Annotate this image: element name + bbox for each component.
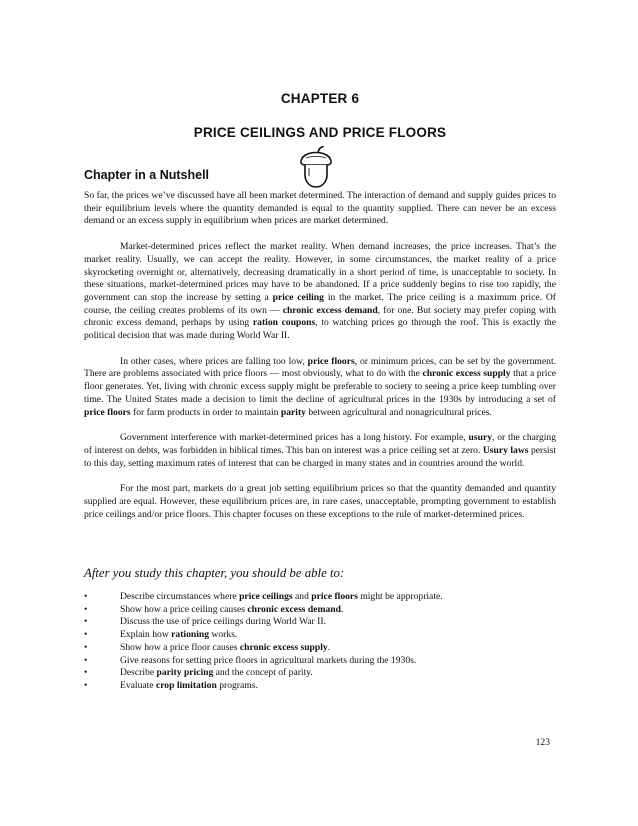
text-run: and	[292, 591, 312, 602]
text-run: Government interference with market-determined prices has a long history. For example,	[120, 432, 469, 444]
text-run: might be appropriate.	[357, 591, 443, 602]
text-run: programs.	[216, 679, 258, 691]
text-run: In other cases, where prices are falling too low,	[120, 355, 308, 367]
bold-term: crop limitation	[155, 679, 217, 691]
bold-term: price floors	[307, 355, 355, 367]
text-run: Evaluate	[120, 679, 156, 691]
text-run: Discuss the use of price ceilings during World War II.	[120, 616, 326, 628]
bold-term: chronic excess demand	[282, 304, 378, 316]
bold-term: Usury laws	[482, 444, 529, 456]
nutshell-paragraph	[84, 483, 556, 521]
page-number: 123	[535, 737, 550, 748]
text-run: , or minimum prices, can be set by the government. There are problems associated with price floors — most obviously, what to do with the	[84, 355, 557, 380]
text-run: .	[340, 603, 344, 615]
nutshell-paragraph	[84, 241, 556, 343]
text-run: Market-determined prices reflect the market reality. When demand increases, the price increases. That’s the market reality. Usually, we can accept the reality. However, in some circumstances, the market reality of a price skyrocketing overnight or, alternatively, decreasing dramatically in a short period of time, is unacceptable to society. In these situations, market-determined prices may have to be abandoned. If a price suddenly begins to rise too rapidly, the government can stop the increase by setting a	[84, 241, 556, 303]
nutshell-paragraph	[84, 432, 556, 470]
objective-item	[84, 629, 556, 642]
objective-item	[84, 680, 556, 693]
text-run: Give reasons for setting price floors in agricultural markets during the 1930s.	[120, 654, 417, 666]
bold-term: price ceiling	[272, 291, 324, 303]
bullet-icon: •	[84, 591, 88, 602]
text-run: Explain how	[120, 629, 172, 641]
nutshell-body	[84, 190, 556, 534]
chapter-label: CHAPTER 6	[280, 91, 360, 106]
objective-item	[84, 642, 556, 655]
text-run: Show how a price floor causes	[120, 641, 240, 653]
bold-term: parity	[280, 406, 306, 418]
text-run: works.	[209, 629, 238, 641]
bold-term: chronic excess demand	[247, 603, 341, 615]
text-run: persist to this day, setting maximum rates of interest that can be charged in many states and in countries around the world.	[84, 444, 556, 469]
bullet-icon: •	[84, 616, 88, 628]
bullet-icon: •	[84, 641, 88, 653]
text-run: So far, the prices we’ve discussed have all been market determined. The interaction of demand and supply guides prices to their equilibrium levels where the quantity demanded is equal to the quantity supplied. There can never be an excess demand or an excess supply in equilibrium when prices are market determined.	[84, 190, 556, 227]
bold-term: rationing	[171, 629, 210, 641]
objective-item	[84, 616, 556, 629]
objective-item	[84, 591, 556, 604]
bold-term: chronic excess supply	[422, 368, 511, 380]
document-page	[84, 0, 556, 826]
objective-item	[84, 655, 556, 668]
nutshell-heading: Chapter in a Nutshell	[84, 168, 210, 182]
bold-term: usury	[468, 432, 493, 444]
bold-term: price floors	[84, 406, 131, 418]
bullet-icon: •	[84, 667, 88, 679]
text-run: for farm products in order to maintain	[130, 406, 281, 418]
text-run: , to watching prices go through the roof. This is exactly the political decision that was made during World War II.	[84, 317, 556, 342]
nutshell-paragraph	[84, 190, 556, 228]
nutshell-paragraph	[84, 356, 556, 420]
text-run: in the market. The price ceiling is a maximum price. Of course, the ceiling creates problems of its own —	[84, 291, 556, 316]
text-run: .	[327, 641, 331, 653]
text-run: between agricultural and nonagricultural prices.	[305, 406, 492, 418]
objectives-list	[84, 591, 556, 693]
bullet-icon: •	[84, 603, 88, 615]
bold-term: price ceilings	[239, 591, 293, 602]
text-run: and the concept of parity.	[213, 667, 313, 679]
bold-term: price floors	[311, 591, 358, 602]
bullet-icon: •	[84, 629, 88, 641]
text-run: , for one. But society may prefer coping with chronic excess demand, perhaps by using	[84, 304, 556, 329]
text-run: , or the charging of interest on debts, was forbidden in biblical times. This ban on interest was a price ceiling set at zero.	[84, 432, 556, 456]
bold-term: ration coupons	[252, 317, 316, 329]
chapter-title: PRICE CEILINGS AND PRICE FLOORS	[193, 125, 447, 140]
text-run: that a price floor generates. Yet, living with chronic excess supply might be preferable to society to seeing a price keep tumbling over time. The United States made a decision to limit the decline of agricultural prices in the 1930s by introducing a set of	[84, 368, 556, 405]
bullet-icon: •	[84, 654, 88, 666]
objective-item	[84, 604, 556, 617]
bold-term: chronic excess supply	[239, 641, 328, 653]
bold-term: parity pricing	[156, 667, 214, 679]
objective-item	[84, 667, 556, 680]
text-run: For the most part, markets do a great job setting equilibrium prices so that the quantity demanded and quantity supplied are equal. However, these equilibrium prices are, in rare cases, unacceptable, prompting government to establish price ceilings and/or price floors. This chapter focuses on these exceptions to the rule of market-determined prices.	[84, 483, 556, 520]
acorn-icon	[298, 146, 334, 188]
text-run: Show how a price ceiling causes	[120, 603, 248, 615]
bullet-icon: •	[84, 679, 88, 691]
text-run: Describe	[120, 667, 157, 679]
objectives-heading: After you study this chapter, you should be able to:	[84, 566, 345, 580]
text-run: Describe circumstances where	[120, 591, 240, 602]
